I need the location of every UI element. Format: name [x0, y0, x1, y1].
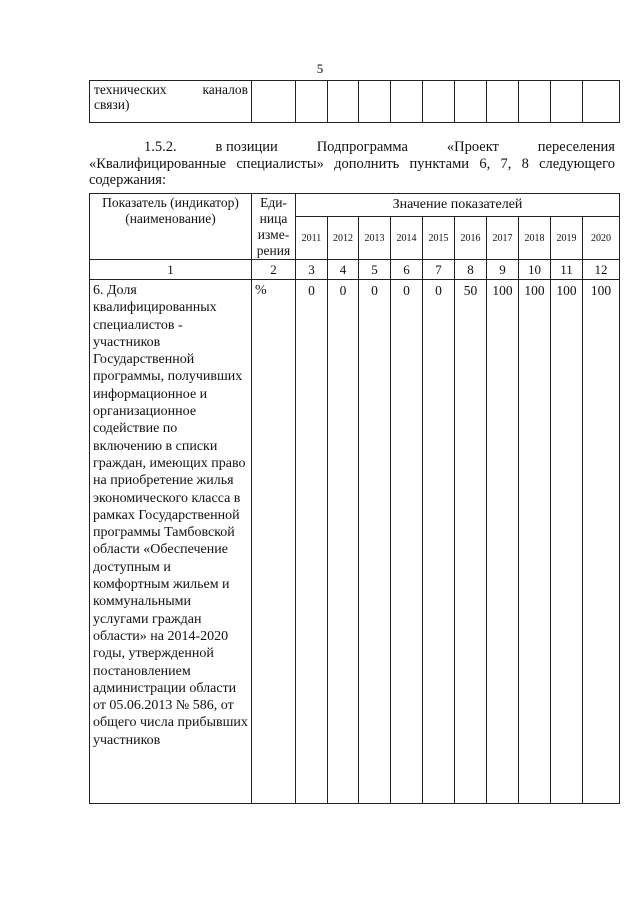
- column-number: 3: [296, 260, 328, 280]
- continuation-table: [89, 80, 620, 123]
- continuation-label-word: каналов: [202, 82, 248, 97]
- paragraph-line-3: содержания:: [89, 172, 167, 188]
- paragraph-line-2: [89, 156, 615, 173]
- paragraph-word: пунктами: [409, 155, 470, 172]
- column-number: 12: [583, 260, 620, 280]
- table-header-row: [90, 194, 620, 217]
- header-values-title: Значение показателей: [296, 194, 620, 217]
- column-number: 8: [455, 260, 487, 280]
- indicator-value: 0: [359, 280, 391, 804]
- column-number-row: [90, 260, 620, 280]
- paragraph-word: «Квалифицированные: [89, 155, 227, 172]
- indicator-description: 6. Доля квалифицированных специалистов - участников Государственной программы, получивших информационное и организационное содействие по включению в списки граждан, имеющих право на приобретение жилья экономического класса в рамках Государственной программы Тамбовской области «Обеспечение доступным и комфортным жильем и коммунальными услугами граждан области» на 2014-2020 годы, утвержденной постановлением администрации области от 05.06.2013 № 586, от общего числа прибывших участников: [90, 280, 252, 804]
- paragraph-word: Подпрограмма: [316, 139, 408, 155]
- paragraph-word: следующего: [539, 155, 615, 172]
- empty-cell: [455, 81, 487, 123]
- empty-cell: [252, 81, 296, 123]
- continuation-label-line: связи): [94, 97, 130, 112]
- paragraph-word: дополнить: [334, 155, 400, 172]
- header-year: 2016: [455, 217, 487, 260]
- paragraph-line-1: [89, 139, 615, 156]
- empty-cell: [519, 81, 551, 123]
- column-number: 6: [391, 260, 423, 280]
- column-number: 7: [423, 260, 455, 280]
- indicator-value: 0: [328, 280, 359, 804]
- empty-cell: [551, 81, 583, 123]
- instruction-paragraph: [89, 139, 615, 189]
- column-number: 2: [252, 260, 296, 280]
- empty-cell: [487, 81, 519, 123]
- empty-cell: [391, 81, 423, 123]
- header-year: 2012: [328, 217, 359, 260]
- header-year: 2014: [391, 217, 423, 260]
- header-year: 2018: [519, 217, 551, 260]
- header-indicator: Показатель (индикатор) (наименование): [90, 194, 252, 260]
- header-year: 2013: [359, 217, 391, 260]
- header-year: 2019: [551, 217, 583, 260]
- paragraph-word: 6,: [479, 155, 491, 172]
- indicator-value: 0: [391, 280, 423, 804]
- paragraph-word: в позиции: [215, 139, 278, 155]
- header-year: 2017: [487, 217, 519, 260]
- column-number: 9: [487, 260, 519, 280]
- indicator-value: 100: [551, 280, 583, 804]
- indicator-value: 100: [487, 280, 519, 804]
- paragraph-word: «Проект: [446, 139, 499, 155]
- indicators-table: [89, 193, 620, 804]
- paragraph-word: 8: [521, 155, 529, 172]
- header-unit: Еди-ница изме-рения: [252, 194, 296, 260]
- paragraph-word: 7,: [500, 155, 512, 172]
- indicator-value: 50: [455, 280, 487, 804]
- page-number: 5: [316, 61, 324, 76]
- empty-cell: [423, 81, 455, 123]
- continuation-label-word: технических: [94, 82, 167, 97]
- header-year: 2015: [423, 217, 455, 260]
- empty-cell: [296, 81, 328, 123]
- empty-cell: [359, 81, 391, 123]
- column-number: 5: [359, 260, 391, 280]
- column-number: 11: [551, 260, 583, 280]
- column-number: 1: [90, 260, 252, 280]
- column-number: 4: [328, 260, 359, 280]
- empty-cell: [583, 81, 620, 123]
- indicator-value: 0: [423, 280, 455, 804]
- continuation-label-cell: [90, 81, 252, 123]
- indicator-unit: %: [252, 280, 296, 804]
- table-row: [90, 81, 620, 123]
- paragraph-word: специалисты»: [236, 155, 324, 172]
- paragraph-word: 1.5.2.: [144, 139, 177, 155]
- indicator-value: 100: [519, 280, 551, 804]
- paragraph-word: переселения: [537, 139, 615, 155]
- header-year: 2020: [583, 217, 620, 260]
- empty-cell: [328, 81, 359, 123]
- header-year: 2011: [296, 217, 328, 260]
- table-row: [90, 280, 620, 804]
- indicator-value: 100: [583, 280, 620, 804]
- column-number: 10: [519, 260, 551, 280]
- indicator-value: 0: [296, 280, 328, 804]
